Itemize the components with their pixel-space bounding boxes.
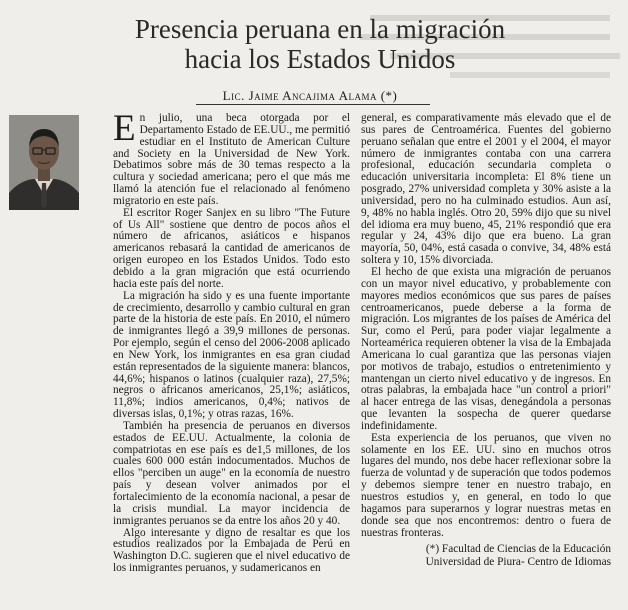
author-photo [9,115,79,210]
author-portrait-image [9,115,79,210]
byline-underline [196,104,430,105]
article-column-1 [113,108,350,575]
paragraph-1-text: n julio, una beca otorgada por el Departamento Estado de EE.UU., me permitió estudiar en el Instituto de American Culture and Society en la Universidad de New York. Debatimos sobre más de 30 temas respecto a la cultura y sociedad americana; pero el que más me llamó la atención fue el relacionado al fenómeno migratorio en este país. [113,112,350,207]
article-column-2 [361,113,611,568]
paragraph-8: Esta experiencia de los peruanos, que viven no solamente en los EE. UU. sino en muchos otros lugares del mundo, nos debe hacer reflexionar sobre la fuerza de voluntad y de superación que todos podemos y debemos siempre tener en nuestro trabajo, en nuestros estudios y, en general, en todo lo que hagamos para superarnos y lograr nuestras metas en donde sea que nos encontremos: dentro o fuera de nuestras fronteras. [361,431,611,539]
paragraph-1 [113,108,350,208]
footnote-line-1: (*) Facultad de Ciencias de la Educación [425,543,611,556]
paragraph-6: general, es comparativamente más elevado que el de sus pares de Centroamérica. Fuentes del gobierno peruano señalan que entre el 2001 y el 2004, el mayor número de inmigrantes contaba con una carrera profesional, educación secundaria completa o educación universitaria incompleta: El 8% tiene un posgrado, 27% universidad completa y 30% asiste a la universidad, pero no ha culminado estudios. Aun así, 9, 48% no habla inglés. Otro 20, 59% dijo que su nivel del idioma era muy bueno, 45, 21% respondió que era regular y 24, 43% dijo que era bueno. La gran mayoría, 50, 04%, está casada o convive, 34, 48% está soltera y 10, 15% divorciada. [361,112,611,267]
byline: Lic. Jaime Ancajima Alama (*) [222,88,398,103]
title-line-2: hacia los Estados Unidos [184,44,456,74]
paragraph-5: Algo interesante y digno de resaltar es que los estudios realizados por la Embajada de Perú en Washington D.C. sugieren que el nivel educativo de los inmigrantes peruanos, y sudamericanos en [113,526,350,575]
title-line-1: Presencia peruana en la migración [134,14,506,44]
article-title [100,14,540,74]
paragraph-3: La migración ha sido y es una fuente importante de crecimiento, desarrollo y cambio cultural en gran parte de la historia de este país. En 2010, el número de inmigrantes llegó a 39,9 millones de personas. Por ejemplo, según el censo del 2006-2008 aplicado en New York, los inmigrantes en esa gran ciudad están representados de la siguiente manera: blancos, 44,6%; hispanos o latinos (cualquier raza), 27,5%; negros o africanos americanos, 25,1%; asiáticos, 11,8%; indios americanos, 0,4%; nativos de diversas islas, 0,1%; y otras razas, 16%. [113,289,350,421]
paragraph-2: El escritor Roger Sanjex en su libro "The Future of Us All" sostiene que dentro de pocos años el número de africanos, asiáticos e hispanos americanos rebasará la cantidad de americanos de origen europeo en los Estados Unidos. Todo esto debido a la gran migración que está ocurriendo hacia este país del norte. [113,206,350,290]
author-footnote [361,543,611,568]
footnote-line-2: Universidad de Piura- Centro de Idiomas [425,555,611,568]
paragraph-7: El hecho de que exista una migración de peruanos con un mayor nivel educativo, y probablemente con mayores medios económicos que sus pares de países centroamericanos, puede deberse a la forma de migración. Los migrantes de los países de América del Sur, como el Perú, para poder viajar legalmente a Norteamérica requieren obtener la visa de la Embajada Americana lo cual garantiza que las personas viajen por motivos de trabajo, estudios o entretenimiento y mantengan un cierto nivel educativo y de ingresos. En otras palabras, la embajada hace "un control a priori" al hacer entrega de las visas, denegándola a personas que levanten la sospecha de querer quedarse indefinidamente. [361,265,611,432]
paragraph-4: También ha presencia de peruanos en diversos estados de EE.UU. Actualmente, la colonia de compatriotas en ese país es de1,5 millones, de los cuales 600 000 están indocumentados. Muchos de ellos "perciben un auge" en la economía de nuestro país y desean volver animados por el fortalecimiento de la economía nacional, a pesar de la crisis mundial. La mayor incidencia de inmigrantes peruanos se da entre los años 20 y 40. [113,419,350,527]
drop-cap: E [113,108,136,149]
